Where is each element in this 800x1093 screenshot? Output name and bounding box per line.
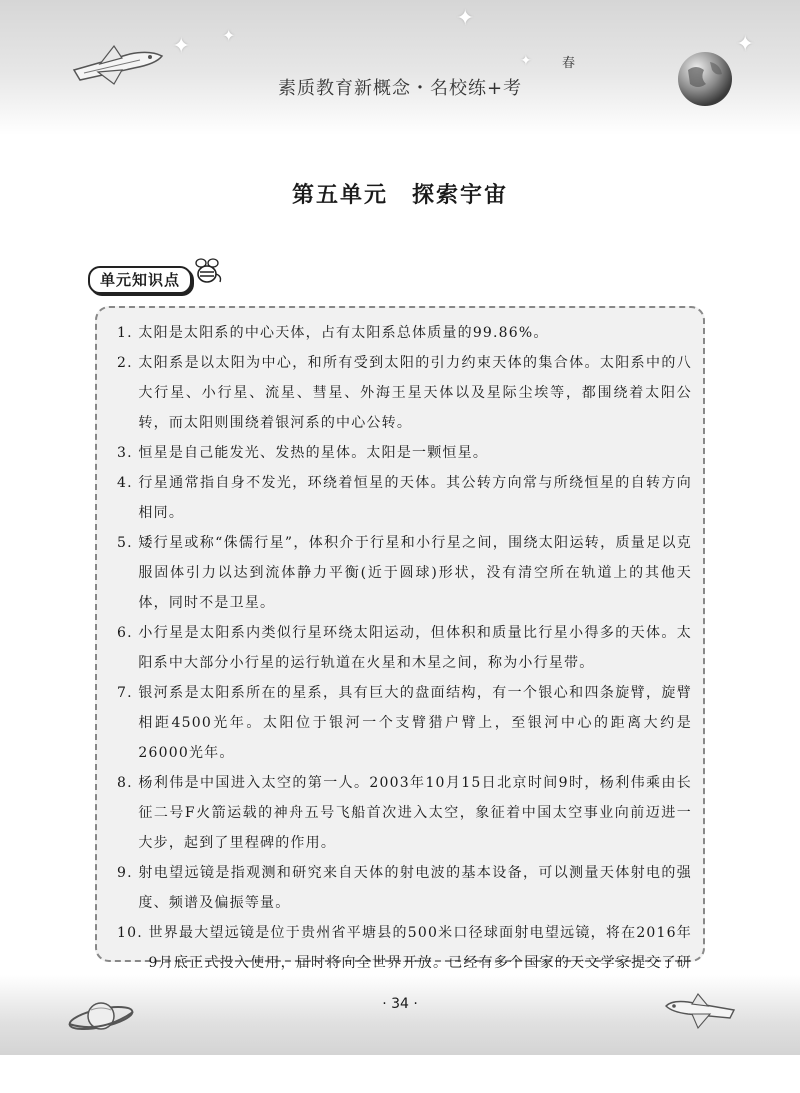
item-text: 射电望远镜是指观测和研究来自天体的射电波的基本设备，可以测量天体射电的强度、频谱及偏振等量。 xyxy=(138,865,692,911)
item-number: 8. xyxy=(117,775,139,791)
page-number: · 34 · xyxy=(382,996,418,1012)
list-item xyxy=(117,768,692,858)
item-number: 3. xyxy=(117,445,139,461)
list-item xyxy=(117,618,692,678)
item-number: 5. xyxy=(117,535,139,551)
list-item xyxy=(117,528,692,618)
bee-mascot-icon xyxy=(190,254,224,288)
item-number: 9. xyxy=(117,865,139,881)
item-text: 世界最大望远镜是位于贵州省平塘县的500米口径球面射电望远镜，将在2016年9月底正式投入使用，届时将向全世界开放。已经有多个国家的天文学家提交了研 xyxy=(148,925,692,971)
section-badge: 单元知识点 xyxy=(88,266,192,294)
item-text: 恒星是自己能发光、发热的星体。太阳是一颗恒星。 xyxy=(138,445,489,461)
sparkle-icon: ✦ xyxy=(456,6,475,31)
list-item xyxy=(117,468,692,528)
item-number: 4. xyxy=(117,475,139,491)
unit-title: 第五单元 探索宇宙 xyxy=(291,182,508,208)
item-text: 行星通常指自身不发光，环绕着恒星的天体。其公转方向常与所绕恒星的自转方向相同。 xyxy=(138,475,692,521)
item-number: 6. xyxy=(117,625,139,641)
sparkle-icon: ✦ xyxy=(520,53,532,69)
season-label: 春 xyxy=(562,56,576,71)
item-text: 太阳是太阳系的中心天体，占有太阳系总体质量的99.86%。 xyxy=(138,325,549,341)
item-text: 太阳系是以太阳为中心，和所有受到太阳的引力约束天体的集合体。太阳系中的八大行星、小行星、流星、彗星、外海王星天体以及星际尘埃等，都围绕着太阳公转，而太阳则围绕着银河系的中心公转。 xyxy=(138,355,692,431)
item-number: 10. xyxy=(117,925,149,941)
sparkle-icon: ✦ xyxy=(172,34,191,59)
item-text: 小行星是太阳系内类似行星环绕太阳运动，但体积和质量比行星小得多的天体。太阳系中大部分小行星的运行轨道在火星和木星之间，称为小行星带。 xyxy=(138,625,692,671)
item-number: 2. xyxy=(117,355,139,371)
item-text: 银河系是太阳系所在的星系，具有巨大的盘面结构，有一个银心和四条旋臂，旋臂相距4500光年。太阳位于银河一个支臂猎户臂上，至银河中心的距离大约是26000光年。 xyxy=(138,685,692,761)
list-item xyxy=(117,678,692,768)
knowledge-list xyxy=(117,318,692,1008)
item-text: 杨利伟是中国进入太空的第一人。2003年10月15日北京时间9时，杨利伟乘由长征二号F火箭运载的神舟五号飞船首次进入太空，象征着中国太空事业向前迈进一大步，起到了里程碑的作用。 xyxy=(138,775,692,851)
item-number: 7. xyxy=(117,685,139,701)
sparkle-icon: ✦ xyxy=(736,32,755,57)
item-text: 矮行星或称“侏儒行星”，体积介于行星和小行星之间，围绕太阳运转，质量足以克服固体引力以达到流体静力平衡(近于圆球)形状，没有清空所在轨道上的其他天体，同时不是卫星。 xyxy=(138,535,692,611)
item-number: 1. xyxy=(117,325,139,341)
list-item xyxy=(117,318,692,348)
list-item xyxy=(117,438,692,468)
list-item xyxy=(117,348,692,438)
list-item xyxy=(117,858,692,918)
header-title: 素质教育新概念・名校练+考 xyxy=(277,78,523,99)
sparkle-icon: ✦ xyxy=(222,26,236,45)
